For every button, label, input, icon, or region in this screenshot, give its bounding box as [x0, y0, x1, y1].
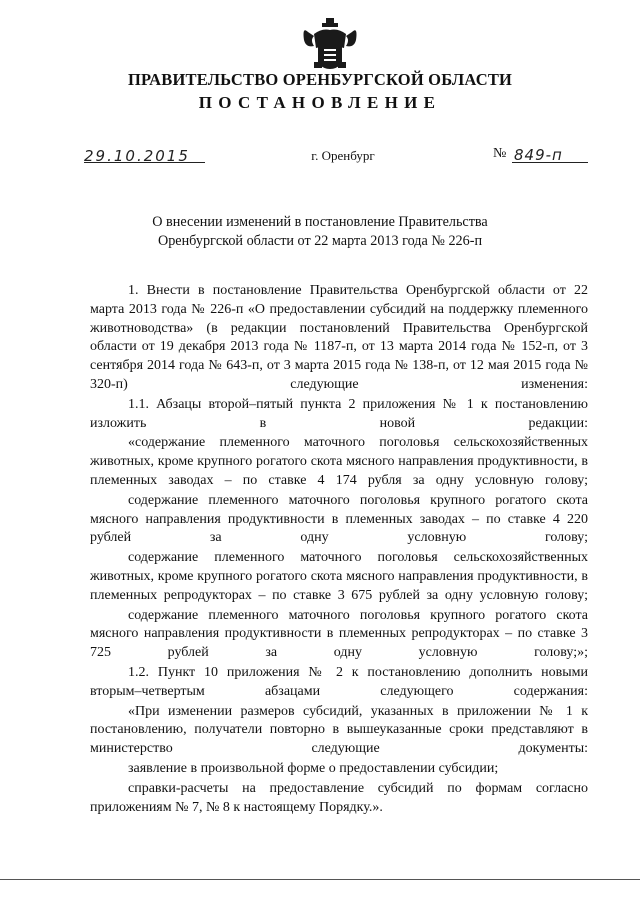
body-paragraph: справки-расчеты на предоставление субсидий по формам согласно приложениям № 7, № 8 к настоящему Порядку.».: [90, 780, 588, 815]
body-paragraph: 1.2. Пункт 10 приложения № 2 к постановлению дополнить новыми вторым–четвертым абзацами следующего содержания:: [90, 664, 588, 699]
document-city: г. Оренбург: [311, 148, 375, 163]
number-underline: [512, 162, 588, 163]
organization-title: ПРАВИТЕЛЬСТВО ОРЕНБУРГСКОЙ ОБЛАСТИ: [127, 70, 513, 89]
subject-line-2: Оренбургской области от 22 марта 2013 года № 226-п: [157, 233, 483, 249]
body-paragraph: «При изменении размеров субсидий, указанных в приложении № 1 к постановлению, получатели повторно в вышеуказанные сроки представляют в министерство следующие документы:: [90, 703, 588, 757]
document-number-label: №: [493, 146, 507, 161]
page-bottom-rule: [0, 879, 640, 880]
document-number: 849-п: [514, 146, 563, 164]
body-paragraph: заявление в произвольной форме о предоставлении субсидии;: [128, 760, 499, 776]
document-date: 29.10.2015: [84, 147, 190, 165]
body-paragraph: содержание племенного маточного поголовья крупного рогатого скота мясного направления продуктивности в племенных репродукторах – по ставке 3 725 рублей за одну условную голову;»;: [90, 607, 588, 661]
body-paragraph: «содержание племенного маточного поголовья сельскохозяйственных животных, кроме крупного рогатого скота мясного направления продуктивности, в племенных заводах – по ставке 4 174 рубля за одну условную голову;: [90, 435, 588, 488]
body-paragraph: содержание племенного маточного поголовья крупного рогатого скота мясного направления продуктивности в племенных заводах – по ставке 4 220 рублей за одну условную голову;: [90, 492, 588, 546]
subject-line-1: О внесении изменений в постановление Правительства: [152, 214, 488, 230]
document-body: [90, 282, 588, 818]
body-paragraph: содержание племенного маточного поголовья сельскохозяйственных животных, кроме крупного рогатого скота мясного направления продуктивности, в племенных репродукторах – по ставке 3 675 рублей за одну условную голову;: [90, 550, 588, 603]
coat-of-arms-icon: [300, 18, 360, 76]
document-subject: [0, 213, 640, 251]
body-paragraph: 1.1. Абзацы второй–пятый пункта 2 приложения № 1 к постановлению изложить в новой редакции:: [90, 396, 588, 431]
document-type: ПОСТАНОВЛЕНИЕ: [198, 93, 442, 112]
body-paragraph: 1. Внести в постановление Правительства Оренбургской области от 22 марта 2013 года № 226-п «О предоставлении субсидий на поддержку племенного животноводства» (в редакции постановлений Правительства Оренбургской области от 19 декабря 2013 года № 1187-п, от 13 марта 2014 года № 152-п, от 3 сентября 2014 года № 643-п, от 3 марта 2015 года № 138-п, от 12 мая 2015 года № 320-п) следующие изменения:: [90, 283, 588, 392]
